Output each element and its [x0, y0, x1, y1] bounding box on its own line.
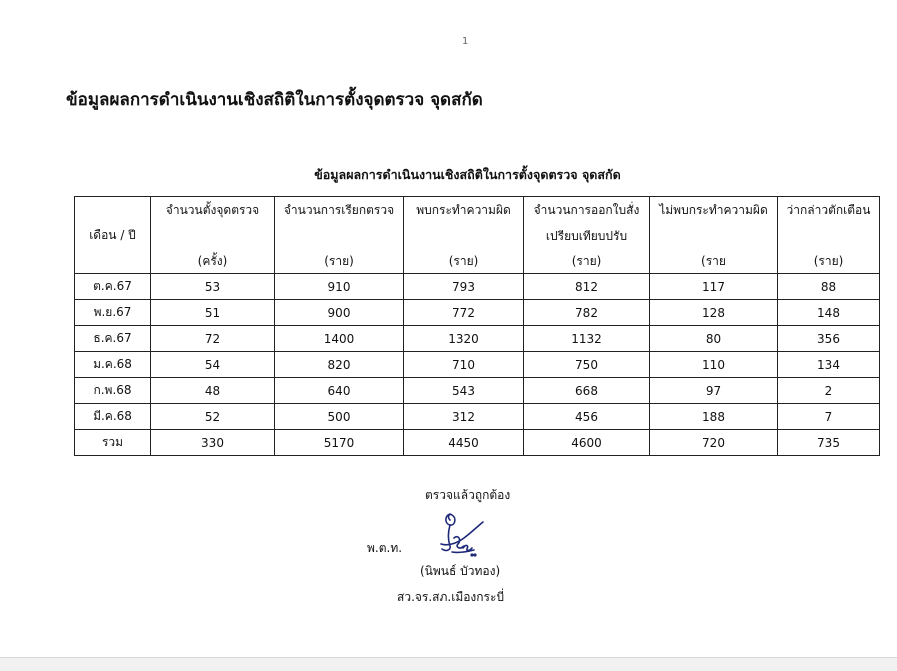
value-cell: 2 — [778, 378, 880, 404]
value-cell: 110 — [650, 352, 778, 378]
handwritten-signature — [436, 508, 490, 558]
value-cell: 51 — [151, 300, 275, 326]
value-cell: 356 — [778, 326, 880, 352]
statistics-table — [74, 196, 880, 456]
column-header-line1: ไม่พบกระทำความผิด — [659, 203, 768, 217]
value-cell: 188 — [650, 404, 778, 430]
value-cell: 117 — [650, 274, 778, 300]
value-cell: 72 — [151, 326, 275, 352]
column-header-line1: จำนวนการออกใบสั่ง — [533, 203, 640, 217]
value-cell: 4450 — [404, 430, 524, 456]
value-cell: 1400 — [275, 326, 404, 352]
bottom-scrollbar-area[interactable] — [0, 657, 897, 671]
column-header-line2 — [404, 223, 523, 249]
value-cell: 750 — [524, 352, 650, 378]
column-header-unit: (ราย — [701, 254, 726, 268]
value-cell: 88 — [778, 274, 880, 300]
column-header-line2 — [151, 223, 274, 249]
value-cell: 54 — [151, 352, 275, 378]
column-header-line1: จำนวนตั้งจุดตรวจ — [165, 203, 260, 217]
value-cell: 312 — [404, 404, 524, 430]
column-header-line2 — [778, 223, 879, 249]
value-cell: 772 — [404, 300, 524, 326]
month-header: เดือน / ปี — [75, 197, 151, 274]
table-title: ข้อมูลผลการดำเนินงานเชิงสถิติในการตั้งจุดตรวจ จุดสกัด — [314, 167, 621, 182]
value-cell: 543 — [404, 378, 524, 404]
table-row — [75, 378, 880, 404]
column-header-unit: (ราย) — [813, 254, 844, 268]
table-row — [75, 430, 880, 456]
value-cell: 128 — [650, 300, 778, 326]
verified-text: ตรวจแล้วถูกต้อง — [425, 488, 511, 502]
value-cell: 4600 — [524, 430, 650, 456]
value-cell: 910 — [275, 274, 404, 300]
column-header-line1: ว่ากล่าวตักเตือน — [786, 203, 871, 217]
main-title: ข้อมูลผลการดำเนินงานเชิงสถิติในการตั้งจุดตรวจ จุดสกัด — [66, 90, 483, 110]
value-cell: 1320 — [404, 326, 524, 352]
column-header-line2: เปรียบเทียบปรับ — [545, 229, 628, 243]
column-header — [650, 197, 778, 274]
value-cell: 134 — [778, 352, 880, 378]
value-cell: 52 — [151, 404, 275, 430]
column-header-unit: (ครั้ง) — [197, 254, 228, 268]
column-header-line2 — [650, 223, 777, 249]
signer-name: (นิพนธ์ บัวทอง) — [420, 564, 501, 578]
value-cell: 812 — [524, 274, 650, 300]
page-number: 1 — [462, 36, 469, 47]
value-cell: 720 — [650, 430, 778, 456]
table-row — [75, 300, 880, 326]
value-cell: 500 — [275, 404, 404, 430]
table-row — [75, 404, 880, 430]
column-header-line2 — [275, 223, 403, 249]
value-cell: 1132 — [524, 326, 650, 352]
month-cell: รวม — [75, 430, 151, 456]
value-cell: 793 — [404, 274, 524, 300]
month-cell: ม.ค.68 — [75, 352, 151, 378]
value-cell: 80 — [650, 326, 778, 352]
month-cell: พ.ย.67 — [75, 300, 151, 326]
value-cell: 782 — [524, 300, 650, 326]
value-cell: 735 — [778, 430, 880, 456]
column-header — [275, 197, 404, 274]
value-cell: 710 — [404, 352, 524, 378]
month-cell: ธ.ค.67 — [75, 326, 151, 352]
column-header-unit: (ราย) — [448, 254, 479, 268]
value-cell: 97 — [650, 378, 778, 404]
signer-position: สว.จร.สภ.เมืองกระบี่ — [397, 590, 505, 604]
column-header-line1: พบกระทำความผิด — [416, 203, 511, 217]
column-header — [404, 197, 524, 274]
month-cell: ต.ค.67 — [75, 274, 151, 300]
value-cell: 900 — [275, 300, 404, 326]
value-cell: 668 — [524, 378, 650, 404]
column-header-unit: (ราย) — [324, 254, 354, 268]
column-header — [778, 197, 880, 274]
value-cell: 640 — [275, 378, 404, 404]
column-header-line1: จำนวนการเรียกตรวจ — [283, 203, 395, 217]
value-cell: 48 — [151, 378, 275, 404]
value-cell: 53 — [151, 274, 275, 300]
month-cell: มี.ค.68 — [75, 404, 151, 430]
value-cell: 330 — [151, 430, 275, 456]
signer-rank: พ.ต.ท. — [367, 541, 403, 555]
value-cell: 820 — [275, 352, 404, 378]
month-cell: ก.พ.68 — [75, 378, 151, 404]
column-header — [524, 197, 650, 274]
table-row — [75, 352, 880, 378]
table-row — [75, 326, 880, 352]
table-body — [75, 274, 880, 456]
table-row — [75, 274, 880, 300]
column-header — [151, 197, 275, 274]
value-cell: 7 — [778, 404, 880, 430]
value-cell: 456 — [524, 404, 650, 430]
header-row — [75, 197, 880, 274]
value-cell: 5170 — [275, 430, 404, 456]
value-cell: 148 — [778, 300, 880, 326]
column-header-unit: (ราย) — [571, 254, 602, 268]
